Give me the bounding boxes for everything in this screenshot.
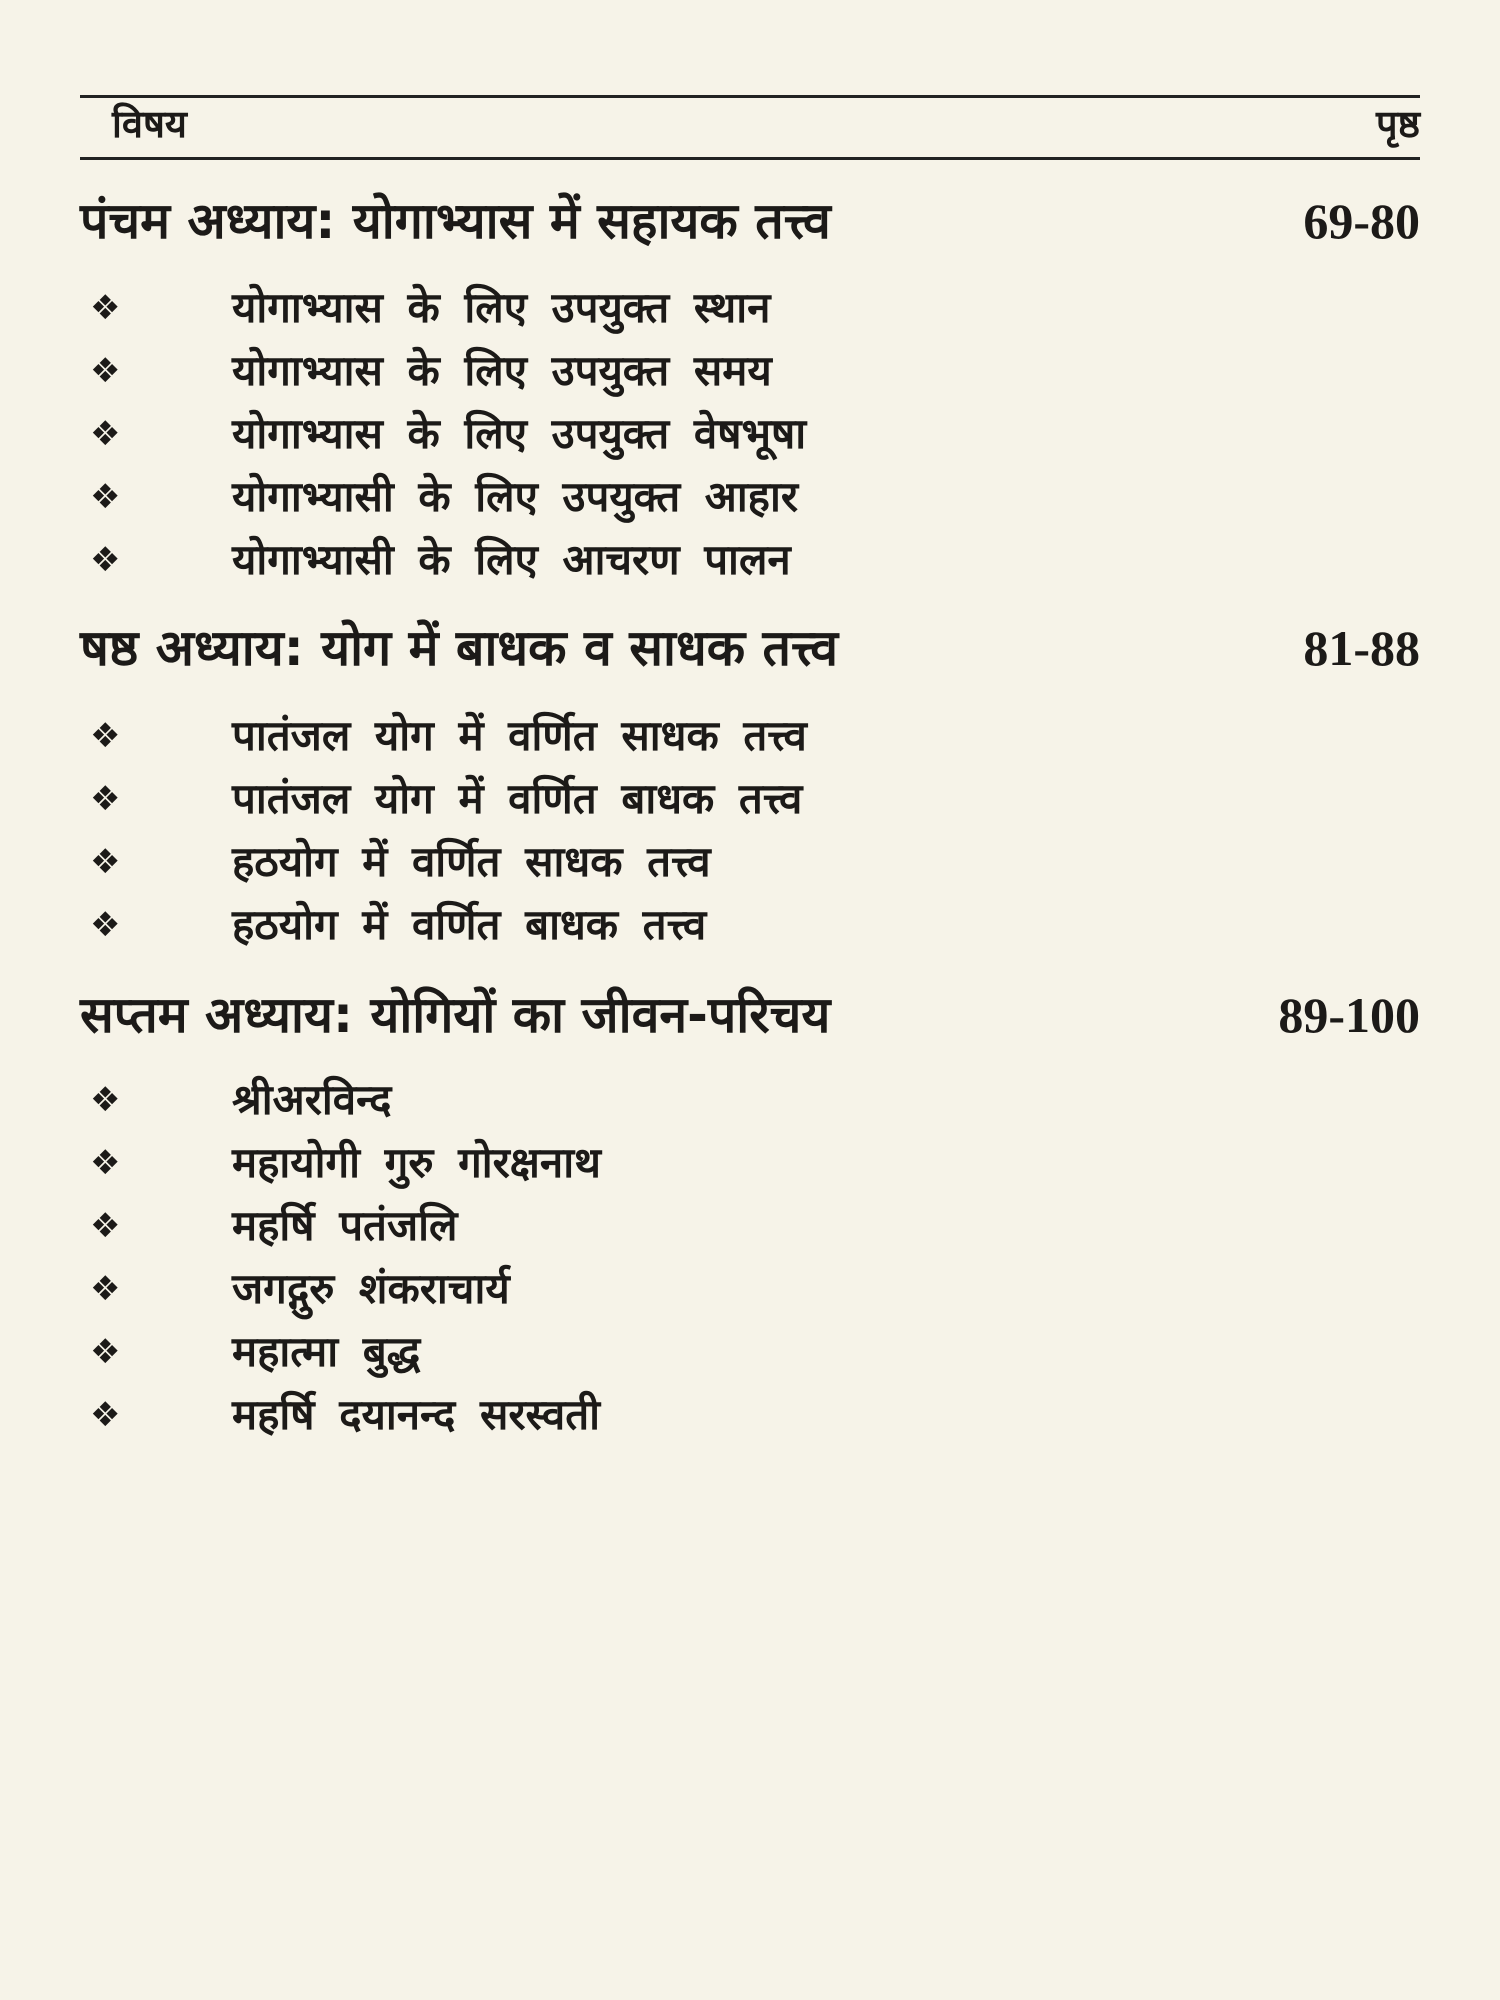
list-item-text: योगाभ्यास के लिए उपयुक्त वेषभूषा: [232, 409, 807, 458]
list-item-text: पातंजल योग में वर्णित बाधक तत्त्व: [232, 774, 803, 823]
bullet-icon: ❖: [90, 1080, 121, 1120]
list-item-text: पातंजल योग में वर्णित साधक तत्त्व: [232, 711, 807, 760]
chapter-title: पंचम अध्याय: योगाभ्यास में सहायक तत्त्व: [80, 192, 831, 250]
list-item-text: महर्षि दयानन्द सरस्वती: [232, 1390, 601, 1439]
page-column-label: पृष्ठ: [1376, 102, 1420, 146]
list-item: [80, 1258, 1280, 1320]
list-item-text: योगाभ्यास के लिए उपयुक्त स्थान: [232, 283, 771, 332]
bullet-icon: ❖: [90, 905, 121, 945]
bullet-icon: ❖: [90, 414, 121, 454]
list-item-text: जगद्गुरु शंकराचार्य: [232, 1264, 510, 1313]
chapter-title: सप्तम अध्याय: योगियों का जीवन-परिचय: [80, 986, 831, 1044]
bullet-icon: ❖: [90, 1269, 121, 1309]
list-item-text: योगाभ्यास के लिए उपयुक्त समय: [232, 346, 772, 395]
bullet-icon: ❖: [90, 1332, 121, 1372]
list-item: [80, 705, 1280, 767]
header-top-rule: [80, 95, 1420, 98]
list-item: [80, 1195, 1280, 1257]
chapter-page-range: 69-80: [1303, 193, 1420, 249]
bullet-icon: ❖: [90, 842, 121, 882]
chapter-title: षष्ठ अध्याय: योग में बाधक व साधक तत्त्व: [80, 619, 839, 677]
chapter-page-range: 89-100: [1278, 987, 1420, 1043]
bullet-icon: ❖: [90, 351, 121, 391]
list-item-text: महात्मा बुद्ध: [232, 1327, 421, 1376]
list-item: [80, 340, 1280, 402]
list-item-text: योगाभ्यासी के लिए आचरण पालन: [232, 535, 791, 584]
chapter-7-heading: [80, 980, 1420, 1050]
list-item: [80, 403, 1280, 465]
list-item-text: श्रीअरविन्द: [232, 1075, 392, 1124]
list-item: [80, 1132, 1280, 1194]
chapter-page-range: 81-88: [1303, 620, 1420, 676]
list-item: [80, 529, 1280, 591]
list-item: [80, 1069, 1280, 1131]
bullet-icon: ❖: [90, 1206, 121, 1246]
bullet-icon: ❖: [90, 716, 121, 756]
list-item-text: हठयोग में वर्णित बाधक तत्त्व: [232, 900, 707, 949]
subject-column-label: विषय: [112, 102, 187, 146]
list-item: [80, 894, 1280, 956]
list-item: [80, 466, 1280, 528]
bullet-icon: ❖: [90, 1143, 121, 1183]
list-item-text: हठयोग में वर्णित साधक तत्त्व: [232, 837, 711, 886]
chapter-6-heading: [80, 613, 1420, 683]
bullet-icon: ❖: [90, 477, 121, 517]
bullet-icon: ❖: [90, 540, 121, 580]
list-item: [80, 768, 1280, 830]
list-item-text: योगाभ्यासी के लिए उपयुक्त आहार: [232, 472, 799, 521]
header-bottom-rule: [80, 157, 1420, 160]
bullet-icon: ❖: [90, 1395, 121, 1435]
list-item: [80, 1384, 1280, 1446]
bullet-icon: ❖: [90, 288, 121, 328]
bullet-icon: ❖: [90, 779, 121, 819]
chapter-5-heading: [80, 186, 1420, 256]
list-item: [80, 831, 1280, 893]
list-item-text: महायोगी गुरु गोरक्षनाथ: [232, 1138, 601, 1187]
list-item-text: महर्षि पतंजलि: [232, 1201, 458, 1250]
list-item: [80, 277, 1280, 339]
list-item: [80, 1321, 1280, 1383]
